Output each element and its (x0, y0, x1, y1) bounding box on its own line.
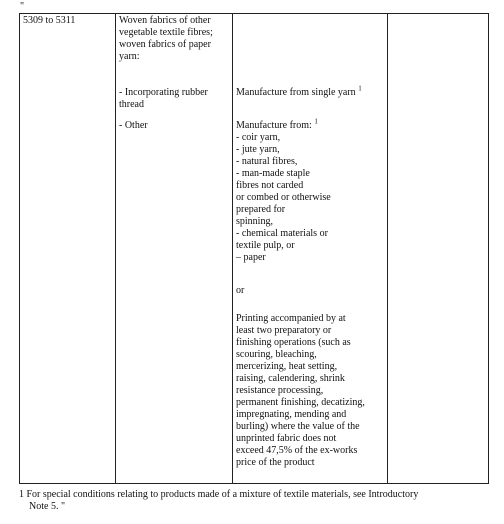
rule-material-line: – paper (236, 252, 266, 263)
rules-table (19, 13, 489, 484)
rule-material-line: - jute yarn, (236, 144, 280, 155)
rule-alt-line: raising, calendering, shrink (236, 373, 345, 384)
description-line: woven fabrics of paper (119, 39, 211, 50)
rule-material-line: - coir yarn, (236, 132, 281, 143)
footnote-line: Note 5. " (29, 501, 66, 512)
rule-alt-line: impregnating, mending and (236, 409, 347, 420)
rule-manufacture-from (236, 117, 331, 264)
rule-alt-line: permanent finishing, decatizing, (236, 397, 365, 408)
rule-alt-line: mercerizing, heat setting, (236, 361, 338, 372)
rule-material-line: - man-made staple (236, 168, 310, 179)
description-item-line: - Other (119, 120, 148, 131)
footnote (19, 489, 489, 513)
description-item-line: thread (119, 99, 144, 110)
description-item-other (119, 120, 148, 132)
rule-material-line: prepared for (236, 204, 286, 215)
heading-cell (20, 14, 116, 484)
rule-alt-line: finishing operations (such as (236, 337, 351, 348)
rule-alt-line: scouring, bleaching, (236, 349, 317, 360)
description-cell (116, 14, 233, 484)
rule-alt-line: Printing accompanied by at (236, 313, 346, 324)
rule-material-line: fibres not carded (236, 180, 304, 191)
table-row (20, 14, 489, 484)
rule-alt-line: exceed 47,5% of the ex-works (236, 445, 358, 456)
rule-cell (233, 14, 388, 484)
description-text (119, 15, 213, 63)
rule-alt-line: price of the product (236, 457, 315, 468)
footnote-ref: 1 (358, 84, 362, 93)
description-line: yarn: (119, 51, 140, 62)
rule-or: or (236, 285, 245, 296)
rule-alt-line: unprinted fabric does not (236, 433, 337, 444)
description-line: Woven fabrics of other (119, 15, 211, 26)
rule-single-yarn-text: Manufacture from single yarn (236, 87, 356, 98)
rule-material-line: textile pulp, or (236, 240, 295, 251)
rule-alt-line: resistance processing, (236, 385, 324, 396)
rule-printing-alternative (236, 313, 365, 469)
rule-material-line: - chemical materials or (236, 228, 328, 239)
description-item-rubber (119, 87, 208, 111)
description-line: vegetable textile fibres; (119, 27, 213, 38)
rule-material-line: spinning, (236, 216, 273, 227)
rule-intro: Manufacture from: (236, 120, 312, 131)
rule-material-line: or combed or otherwise (236, 192, 331, 203)
description-item-line: - Incorporating rubber (119, 87, 208, 98)
opening-quote-mark: " (20, 1, 25, 12)
rule-alt-line: burling) where the value of the (236, 421, 360, 432)
rule-single-yarn (236, 84, 362, 99)
rule-material-line: - natural fibres, (236, 156, 298, 167)
heading-number: 5309 to 5311 (23, 15, 76, 26)
rule-alt-line: least two preparatory or (236, 325, 332, 336)
footnote-ref: 1 (314, 117, 318, 126)
empty-cell (388, 14, 489, 484)
footnote-line: 1 For special conditions relating to products made of a mixture of textile materials, see Introductory (19, 489, 419, 500)
